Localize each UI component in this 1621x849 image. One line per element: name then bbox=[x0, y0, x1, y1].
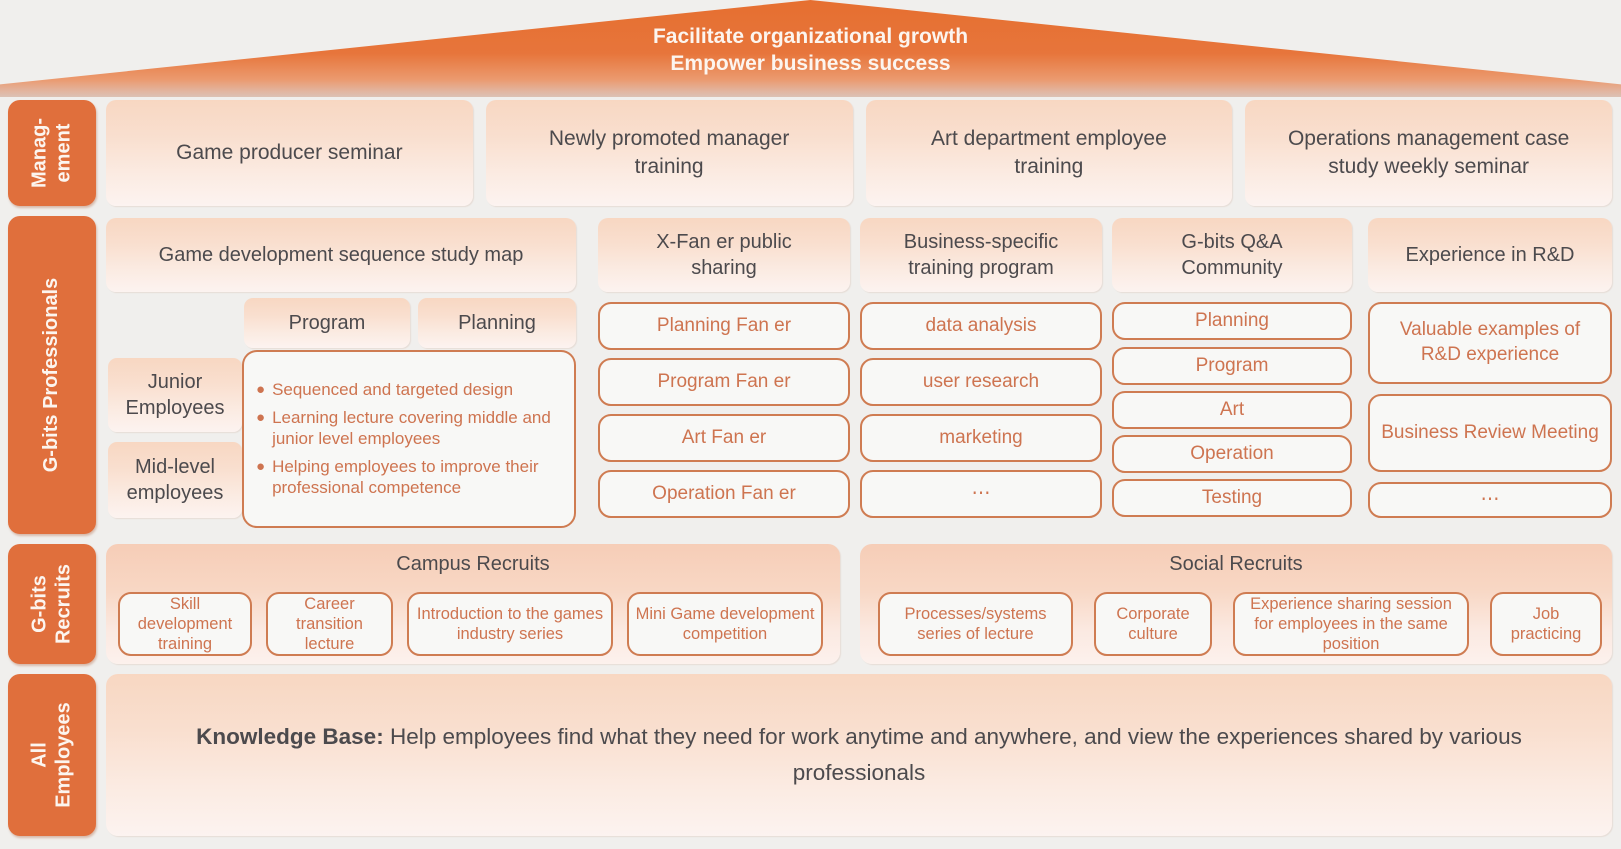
study-map-header: Game development sequence study map bbox=[106, 218, 576, 292]
tab-gbits-professionals-line1: G-bits Professionals bbox=[40, 277, 63, 473]
business-training-column bbox=[860, 216, 1102, 534]
qa-item-program: Program bbox=[1112, 347, 1352, 385]
tab-management-line1: Manag- bbox=[28, 118, 51, 188]
tab-gbits-professionals bbox=[8, 216, 96, 534]
business-training-header: Business-specific training program bbox=[860, 218, 1102, 292]
all-employees-row bbox=[106, 674, 1612, 836]
tab-all-employees bbox=[8, 674, 96, 836]
rd-experience-header: Experience in R&D bbox=[1368, 218, 1612, 292]
rd-experience-column bbox=[1368, 216, 1612, 534]
qa-item-art: Art bbox=[1112, 391, 1352, 429]
tab-gbits-recruits bbox=[8, 544, 96, 664]
study-map-bullet bbox=[256, 407, 564, 450]
study-map-column bbox=[106, 216, 576, 534]
social-item-experience-sharing: Experience sharing session for employees in the same position bbox=[1233, 592, 1469, 656]
campus-item-minigame-competition: Mini Game development competition bbox=[627, 592, 823, 656]
tab-gbits-recruits-label bbox=[28, 564, 75, 644]
campus-recruits-items bbox=[106, 592, 840, 656]
study-map-bullet bbox=[256, 456, 564, 499]
qa-item-testing: Testing bbox=[1112, 479, 1352, 517]
management-item-operations-seminar: Operations management case study weekly seminar bbox=[1245, 100, 1612, 206]
study-map-bullet-text: Helping employees to improve their professional competence bbox=[272, 456, 539, 498]
tab-all-employees-line1: All bbox=[28, 742, 51, 768]
study-map-bullet-text: Learning lecture covering middle and junior level employees bbox=[272, 408, 551, 449]
knowledge-base-text bbox=[194, 719, 1524, 791]
tab-management-label bbox=[28, 118, 75, 188]
banner-title bbox=[0, 24, 1621, 78]
campus-item-skill-training: Skill development training bbox=[118, 592, 252, 656]
social-recruits-items bbox=[860, 592, 1612, 656]
tab-gbits-professionals-label bbox=[40, 278, 64, 473]
management-item-game-producer-seminar: Game producer seminar bbox=[106, 100, 473, 206]
qa-item-operation: Operation bbox=[1112, 435, 1352, 473]
bullet-dot-icon: ● bbox=[256, 457, 266, 475]
xfan-item-program: Program Fan er bbox=[598, 358, 850, 406]
business-item-user-research: user research bbox=[860, 358, 1102, 406]
knowledge-base-description: Help employees find what they need for work anytime and anywhere, and view the experiences shared by various professionals bbox=[383, 724, 1522, 785]
management-item-art-employee-training: Art department employee training bbox=[866, 100, 1233, 206]
banner-line2: Empower business success bbox=[670, 51, 951, 75]
management-item-new-manager-training: Newly promoted manager training bbox=[486, 100, 853, 206]
xfan-item-planning: Planning Fan er bbox=[598, 302, 850, 350]
tab-gbits-recruits-line2: Recruits bbox=[52, 563, 74, 645]
business-item-marketing: marketing bbox=[860, 414, 1102, 462]
social-item-corporate-culture: Corporate culture bbox=[1094, 592, 1212, 656]
professionals-row bbox=[106, 216, 1612, 534]
campus-item-games-industry-series: Introduction to the games industry series bbox=[407, 592, 613, 656]
tab-gbits-recruits-line1: G-bits bbox=[28, 575, 51, 633]
recruits-row bbox=[106, 544, 1612, 664]
qa-item-planning: Planning bbox=[1112, 302, 1352, 340]
track-program: Program bbox=[244, 298, 410, 348]
social-recruits-title: Social Recruits bbox=[1169, 553, 1303, 575]
xfan-sharing-header: X-Fan er public sharing bbox=[598, 218, 850, 292]
rd-item-valuable-examples: Valuable examples of R&D experience bbox=[1368, 302, 1612, 384]
rd-item-business-review: Business Review Meeting bbox=[1368, 394, 1612, 472]
campus-item-career-lecture: Career transition lecture bbox=[266, 592, 393, 656]
business-item-data-analysis: data analysis bbox=[860, 302, 1102, 350]
xfan-item-operation: Operation Fan er bbox=[598, 470, 850, 518]
track-planning: Planning bbox=[418, 298, 576, 348]
study-map-bullet-text: Sequenced and targeted design bbox=[272, 380, 514, 400]
rd-item-more: ⋯ bbox=[1368, 482, 1612, 518]
level-midlevel-employees: Mid-level employees bbox=[108, 442, 242, 518]
social-item-job-practicing: Job practicing bbox=[1490, 592, 1602, 656]
study-map-bullet bbox=[256, 379, 513, 401]
tab-management bbox=[8, 100, 96, 206]
qa-community-column bbox=[1112, 216, 1352, 534]
social-recruits-group bbox=[860, 544, 1612, 664]
business-item-more: ⋯ bbox=[860, 470, 1102, 518]
knowledge-base-label: Knowledge Base: bbox=[196, 724, 384, 749]
campus-recruits-group bbox=[106, 544, 840, 664]
tab-all-employees-line2: Employees bbox=[52, 702, 74, 808]
xfan-sharing-column bbox=[598, 216, 850, 534]
bullet-dot-icon: ● bbox=[256, 409, 266, 427]
bullet-dot-icon: ● bbox=[256, 381, 266, 399]
tab-management-line2: ement bbox=[52, 123, 74, 183]
management-row bbox=[106, 100, 1612, 206]
level-junior-employees: Junior Employees bbox=[108, 358, 242, 432]
banner-line1: Facilitate organizational growth bbox=[652, 25, 969, 48]
study-map-details-box bbox=[242, 350, 576, 528]
xfan-item-art: Art Fan er bbox=[598, 414, 850, 462]
campus-recruits-title: Campus Recruits bbox=[396, 553, 550, 575]
tab-all-employees-label bbox=[28, 702, 75, 808]
social-item-processes-lecture: Processes/systems series of lecture bbox=[878, 592, 1073, 656]
knowledge-base-box bbox=[106, 674, 1612, 836]
qa-community-header: G-bits Q&A Community bbox=[1112, 218, 1352, 292]
